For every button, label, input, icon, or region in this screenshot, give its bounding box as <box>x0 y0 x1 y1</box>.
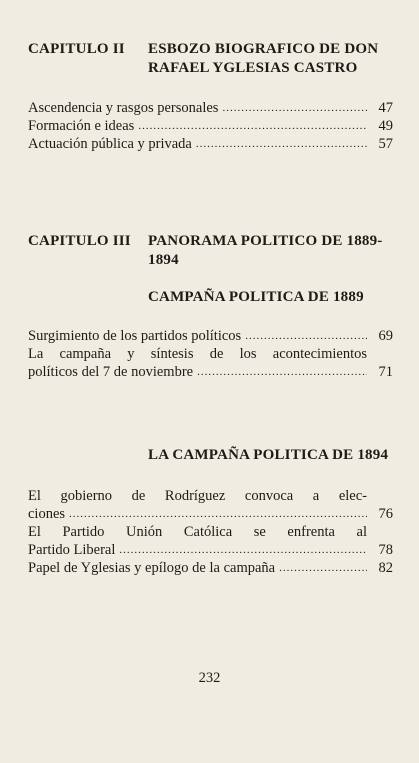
chapter-2 <box>28 40 393 153</box>
chapter-2-number: CAPITULO II <box>28 41 125 57</box>
leader-dots <box>119 541 367 559</box>
toc-entry[interactable] <box>28 117 393 135</box>
toc-entry[interactable] <box>28 345 393 381</box>
chapter-3-title: PANORAMA POLITICO DE 1889-1894 <box>148 233 383 268</box>
page-number: 232 <box>198 670 221 686</box>
toc-entry[interactable] <box>28 135 393 153</box>
section-1-title: CAMPAÑA POLITICA DE 1889 <box>148 289 364 305</box>
toc-entry[interactable] <box>28 487 393 523</box>
toc-entry-label: Actuación pública y privada <box>28 136 192 152</box>
leader-dots <box>279 559 367 577</box>
toc-entry-page: 49 <box>378 118 393 134</box>
toc-entry-label-line2: Partido Liberal <box>28 542 116 558</box>
toc-entry-label-line2: políticos del 7 de noviembre <box>28 364 194 380</box>
section-1-entries <box>28 327 393 381</box>
toc-entry[interactable] <box>28 99 393 117</box>
toc-entry-page: 76 <box>378 506 393 522</box>
toc-entry-page: 57 <box>378 136 393 152</box>
chapter-2-heading <box>28 40 393 78</box>
section-2-entries <box>28 487 393 577</box>
chapter-3-number: CAPITULO III <box>28 233 131 249</box>
toc-entry-label-line1: El gobierno de Rodríguez convoca a elec- <box>28 488 367 504</box>
toc-entry-label: Papel de Yglesias y epílogo de la campaña <box>28 560 276 576</box>
toc-entry-label: Ascendencia y rasgos personales <box>28 100 219 116</box>
toc-entry[interactable] <box>28 523 393 559</box>
toc-entry-page: 82 <box>378 560 393 576</box>
chapter-3-heading <box>28 232 393 270</box>
toc-entry-label-line1: El Partido Unión Católica se enfrenta al <box>28 524 367 540</box>
toc-entry[interactable] <box>28 559 393 577</box>
leader-dots <box>69 505 367 523</box>
toc-entry-label: Formación e ideas <box>28 118 135 134</box>
leader-dots <box>196 135 367 153</box>
toc-entry-label-line1: La campaña y síntesis de los acontecimientos <box>28 346 367 362</box>
toc-entry-label-line2: ciones <box>28 506 66 522</box>
chapter-2-title: ESBOZO BIOGRAFICO DE DON RAFAEL YGLESIAS CASTRO <box>148 41 379 76</box>
toc-entry-page: 47 <box>378 100 393 116</box>
chapter-2-entries <box>28 99 393 153</box>
section-2-title: LA CAMPAÑA POLITICA DE 1894 <box>148 447 389 463</box>
toc-entry-label: Surgimiento de los partidos políticos <box>28 328 242 344</box>
toc-entry-page: 71 <box>378 364 393 380</box>
toc-entry-page: 78 <box>378 542 393 558</box>
toc-entry-page: 69 <box>378 328 393 344</box>
toc-entry[interactable] <box>28 327 393 345</box>
leader-dots <box>222 99 367 117</box>
leader-dots <box>197 363 367 381</box>
chapter-3 <box>28 232 393 577</box>
leader-dots <box>138 117 367 135</box>
leader-dots <box>245 327 367 345</box>
